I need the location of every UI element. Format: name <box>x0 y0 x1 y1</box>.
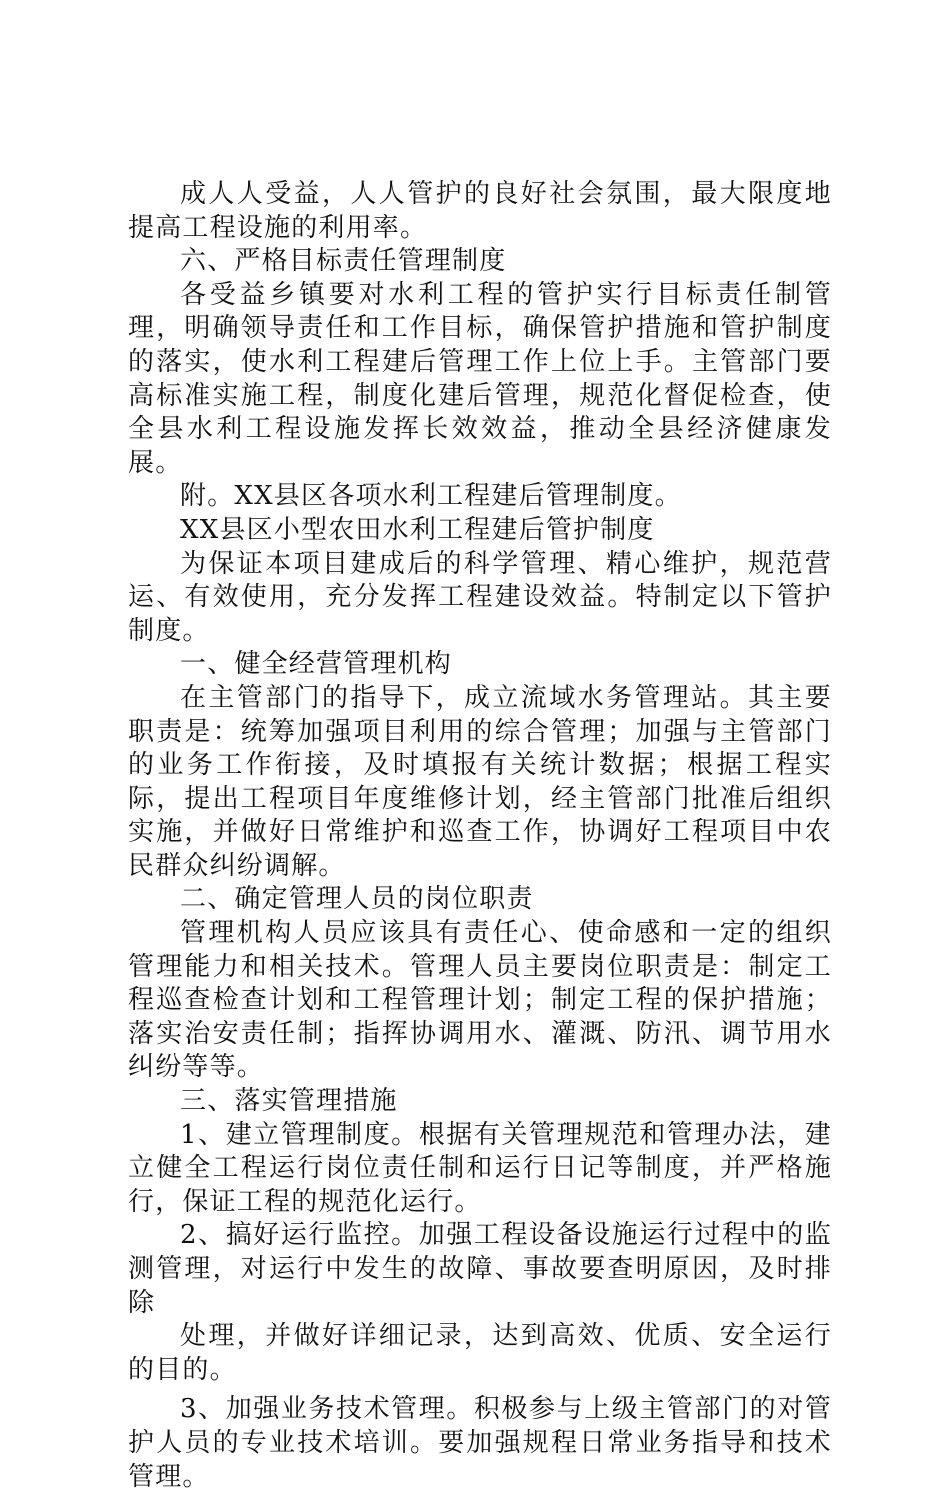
paragraph: 处理，并做好详细记录，达到高效、优质、安全运行的目的。 <box>128 1321 832 1385</box>
paragraph: 2、搞好运行监控。加强工程设备设施运行过程中的监测管理，对运行中发生的故障、事故要查明原因，及时排除 <box>128 1220 832 1318</box>
paragraph: 各受益乡镇要对水利工程的管护实行目标责任制管理，明确领导责任和工作目标，确保管护措施和管护制度的落实，使水利工程建后管理工作上位上手。主管部门要高标准实施工程，制度化建后管理，规范化督促检查，使全县水利工程设施发挥长效效益，推动全县经济健康发展。 <box>128 279 832 478</box>
document-title: XX县区小型农田水利工程建后管护制度 <box>180 514 655 545</box>
section-heading: 六、严格目标责任管理制度 <box>180 246 507 277</box>
paragraph: 为保证本项目建成后的科学管理、精心维护，规范营运、有效使用，充分发挥工程建设效益。特制定以下管护制度。 <box>128 548 832 646</box>
section-heading: 三、落实管理措施 <box>180 1086 398 1117</box>
paragraph: 成人人受益，人人管护的良好社会氛围，最大限度地提高工程设施的利用率。 <box>128 179 832 243</box>
section-heading: 一、健全经营管理机构 <box>180 649 453 680</box>
paragraph: 管理机构人员应该具有责任心、使命感和一定的组织管理能力和相关技术。管理人员主要岗位职责是：制定工程巡查检查计划和工程管理计划；制定工程的保护措施；落实治安责任制；指挥协调用水、灌溉、防汛、调节用水纠纷等等。 <box>128 918 832 1083</box>
document-body <box>128 178 832 1494</box>
paragraph: 1、建立管理制度。根据有关管理规范和管理办法，建立健全工程运行岗位责任制和运行日记等制度，并严格施行，保证工程的规范化运行。 <box>128 1119 832 1217</box>
section-heading: 二、确定管理人员的岗位职责 <box>180 884 534 915</box>
paragraph: 在主管部门的指导下，成立流域水务管理站。其主要职责是：统筹加强项目利用的综合管理；加强与主管部门的业务工作衔接，及时填报有关统计数据；根据工程实际，提出工程项目年度维修计划，经主管部门批准后组织实施，并做好日常维护和巡查工作，协调好工程项目中农民群众纠纷调解。 <box>128 682 832 881</box>
appendix-line: 附。XX县区各项水利工程建后管理制度。 <box>180 481 682 512</box>
paragraph: 3、加强业务技术管理。积极参与上级主管部门的对管护人员的专业技术培训。要加强规程日常业务指导和技术管理。 <box>128 1394 832 1492</box>
